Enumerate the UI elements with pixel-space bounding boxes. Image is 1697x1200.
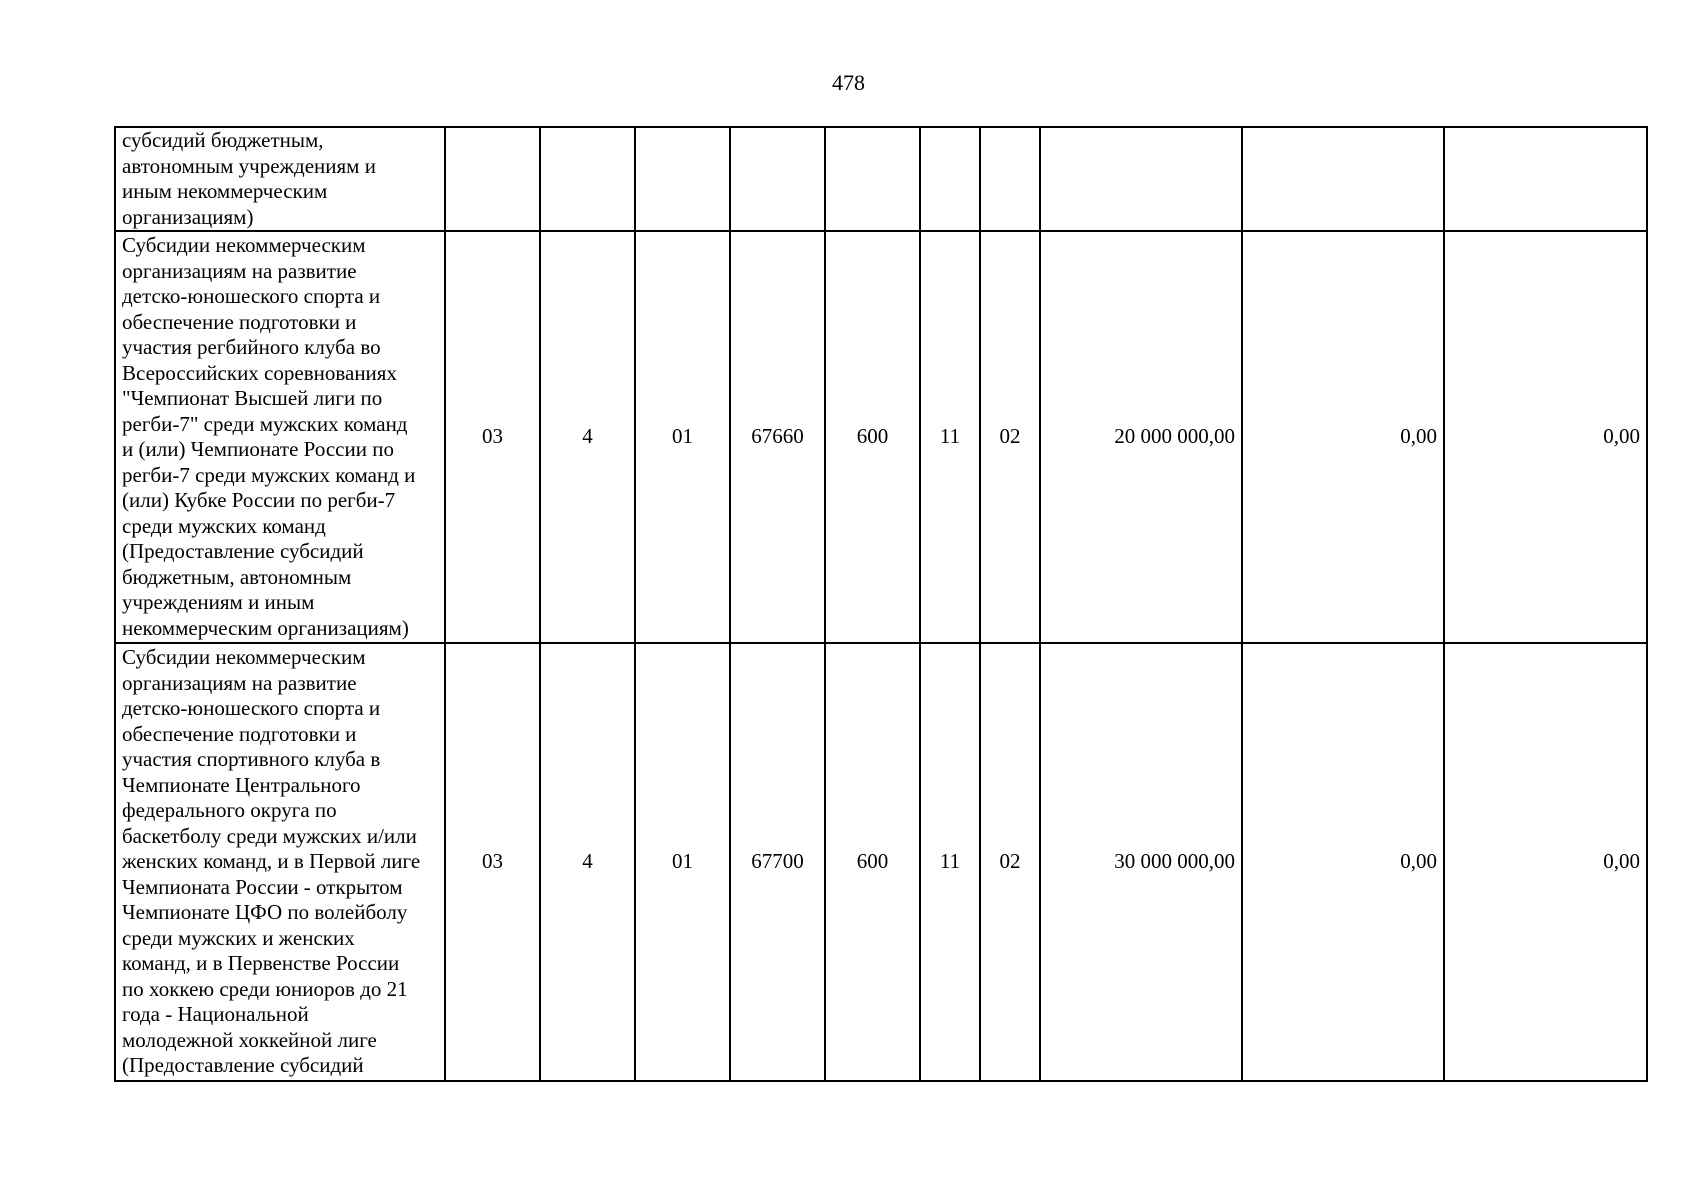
expense-type-cell: 600	[825, 643, 920, 1081]
direction-code-cell: 67660	[730, 231, 825, 643]
activity-code-cell	[635, 127, 730, 231]
amount-year-3-cell: 0,00	[1444, 643, 1647, 1081]
expense-type-cell: 600	[825, 231, 920, 643]
amount-year-3-cell: 0,00	[1444, 231, 1647, 643]
table-row	[115, 643, 1647, 1081]
program-code-cell: 03	[445, 231, 540, 643]
section-code-cell: 11	[920, 231, 980, 643]
subprogram-code-cell	[540, 127, 635, 231]
amount-year-2-cell	[1242, 127, 1444, 231]
row-description: Субсидии некоммерческим организациям на развитие детско-юношеского спорта и обеспечение подготовки и участия спортивного клуба в Чемпионате Центрального федерального округа по баскетболу среди мужских и/или женских команд, и в Первой лиге Чемпионата России - открытом Чемпионате ЦФО по волейболу среди мужских и женских команд, и в Первенстве России по хоккею среди юниоров до 21 года - Национальной молодежной хоккейной лиге (Предоставление субсидий	[115, 643, 445, 1081]
subsection-code-cell	[980, 127, 1040, 231]
section-code-cell	[920, 127, 980, 231]
amount-year-3-cell	[1444, 127, 1647, 231]
direction-code-cell	[730, 127, 825, 231]
page-number: 478	[832, 70, 865, 95]
subsection-code-cell: 02	[980, 643, 1040, 1081]
expense-type-cell	[825, 127, 920, 231]
program-code-cell	[445, 127, 540, 231]
amount-year-1-cell	[1040, 127, 1242, 231]
table-row	[115, 127, 1647, 231]
activity-code-cell: 01	[635, 643, 730, 1081]
subsection-code-cell: 02	[980, 231, 1040, 643]
amount-year-1-cell: 30 000 000,00	[1040, 643, 1242, 1081]
budget-table	[114, 126, 1648, 1082]
direction-code-cell: 67700	[730, 643, 825, 1081]
program-code-cell: 03	[445, 643, 540, 1081]
subprogram-code-cell: 4	[540, 231, 635, 643]
amount-year-1-cell: 20 000 000,00	[1040, 231, 1242, 643]
amount-year-2-cell: 0,00	[1242, 231, 1444, 643]
activity-code-cell: 01	[635, 231, 730, 643]
row-description: Субсидии некоммерческим организациям на развитие детско-юношеского спорта и обеспечение подготовки и участия регбийного клуба во Всероссийских соревнованиях "Чемпионат Высшей лиги по регби-7" среди мужских команд и (или) Чемпионате России по регби-7 среди мужских команд и (или) Кубке России по регби-7 среди мужских команд (Предоставление субсидий бюджетным, автономным учреждениям и иным некоммерческим организациям)	[115, 231, 445, 643]
row-description: субсидий бюджетным, автономным учреждениям и иным некоммерческим организациям)	[115, 127, 445, 231]
section-code-cell: 11	[920, 643, 980, 1081]
table-row	[115, 231, 1647, 643]
subprogram-code-cell: 4	[540, 643, 635, 1081]
amount-year-2-cell: 0,00	[1242, 643, 1444, 1081]
